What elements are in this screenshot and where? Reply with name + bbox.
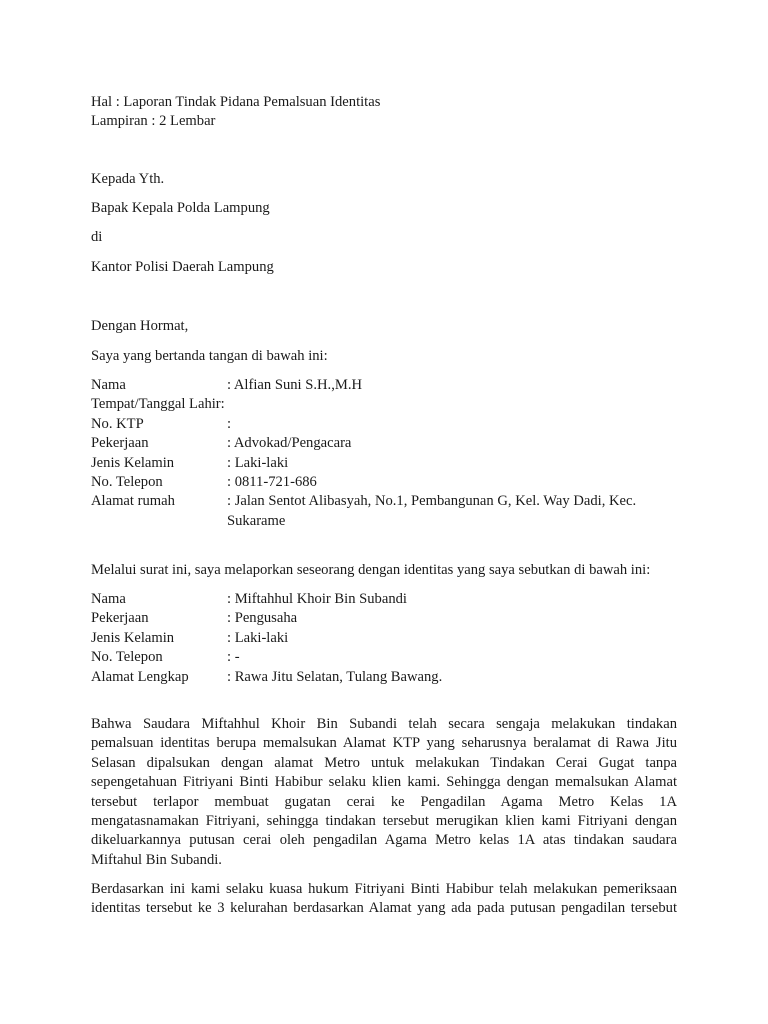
- suspect-row: [91, 629, 677, 648]
- recipient-line-2: Bapak Kepala Polda Lampung: [91, 200, 270, 216]
- field-label: Tempat/Tanggal Lahir:: [91, 396, 225, 413]
- body-paragraph-2: [91, 880, 677, 919]
- field-label: Nama: [91, 591, 126, 607]
- salutation-wrap: [91, 317, 677, 336]
- suspect-row: [91, 609, 677, 628]
- salutation: Dengan Hormat,: [91, 318, 189, 334]
- report-intro-text: Melalui surat ini, saya melaporkan seseorang dengan identitas yang saya sebutkan di bawah ini:: [91, 562, 651, 578]
- field-label: Jenis Kelamin: [91, 629, 175, 646]
- report-intro-wrap: [91, 561, 677, 580]
- reporter-row: [91, 434, 677, 453]
- paragraph-line: Miftahul Bin Subandi.: [91, 851, 222, 868]
- field-label: Nama: [91, 377, 126, 393]
- letter-header: [91, 93, 677, 132]
- paragraph-line: pemalsuan identitas berupa memalsukan Alamat KTP yang seharusnya beralamat di Rawa Jitu: [91, 735, 677, 752]
- paragraph-line: tersebut terlapor membuat gugatan cerai ke Pengadilan Agama Metro Kelas 1A: [91, 793, 677, 810]
- recipient-line-4-wrap: [91, 258, 677, 277]
- reporter-row: [91, 415, 677, 434]
- field-value: :: [227, 415, 232, 432]
- paragraph-line: sepengetahuan Fitriyani Binti Habibur selaku klien kami. Sehingga dengan memalsukan Alamat: [91, 774, 677, 791]
- paragraph-line: mengatasnamakan Fitriyani, sehingga tindakan tersebut merugikan klien kami Fitriyani dengan: [91, 813, 677, 830]
- field-value: : Alfian Suni S.H.,M.H: [227, 377, 363, 393]
- field-value: : Miftahhul Khoir Bin Subandi: [227, 591, 407, 607]
- recipient-line-4: Kantor Polisi Daerah Lampung: [91, 259, 274, 275]
- field-label: No. Telepon: [91, 474, 163, 491]
- intro-wrap: [91, 347, 677, 366]
- field-value: : -: [227, 649, 240, 666]
- field-value: [227, 395, 677, 414]
- paragraph-line: Bahwa Saudara Miftahhul Khoir Bin Subandi telah secara sengaja melakukan tindakan: [91, 716, 677, 732]
- subject-line: Hal : Laporan Tindak Pidana Pemalsuan Identitas: [91, 94, 381, 110]
- field-value: : Advokad/Pengacara: [227, 435, 352, 452]
- address-line-1: : Jalan Sentot Alibasyah, No.1, Pembangunan G, Kel. Way Dadi, Kec.: [227, 493, 637, 510]
- recipient-line-3-wrap: [91, 228, 677, 247]
- paragraph-line: Berdasarkan ini kami selaku kuasa hukum Fitriyani Binti Habibur telah melakukan pemeriksaan: [91, 881, 677, 897]
- paragraph-line: Selasan dipalsukan dengan alamat Metro untuk melakukan Tindakan Cerai Gugat tanpa: [91, 754, 677, 771]
- address-line-2: Sukarame: [227, 512, 286, 529]
- recipient-line-3: di: [91, 229, 103, 245]
- reporter-row: [91, 395, 677, 414]
- reporter-details: [91, 376, 677, 531]
- field-value: [227, 492, 677, 531]
- reporter-row: [91, 376, 677, 395]
- suspect-row: [91, 590, 677, 609]
- attachment-line: Lampiran : 2 Lembar: [91, 113, 216, 130]
- suspect-details: [91, 590, 677, 687]
- field-label: Pekerjaan: [91, 435, 149, 452]
- field-label: Alamat Lengkap: [91, 668, 189, 685]
- intro-text: Saya yang bertanda tangan di bawah ini:: [91, 348, 328, 364]
- field-label: No. Telepon: [91, 649, 163, 666]
- field-value: : Rawa Jitu Selatan, Tulang Bawang.: [227, 668, 443, 685]
- field-value: : 0811-721-686: [227, 474, 317, 491]
- paragraph-line: identitas tersebut ke 3 kelurahan berdasarkan Alamat yang ada pada putusan pengadilan tersebut: [91, 900, 677, 917]
- field-label: Pekerjaan: [91, 610, 149, 627]
- field-value: : Laki-laki: [227, 454, 289, 471]
- recipient-line-1: Kepada Yth.: [91, 171, 165, 187]
- suspect-row: [91, 648, 677, 667]
- reporter-row: [91, 492, 677, 531]
- body-paragraph-1: [91, 715, 677, 870]
- field-value: : Pengusaha: [227, 610, 298, 627]
- paragraph-line: dikeluarkannya putusan cerai oleh pengadilan Agama Metro kelas 1A atas tindakan saudara: [91, 832, 677, 849]
- field-label: Alamat rumah: [91, 493, 175, 510]
- recipient-block: [91, 170, 677, 189]
- reporter-row: [91, 473, 677, 492]
- suspect-row: [91, 668, 677, 687]
- field-label: No. KTP: [91, 415, 144, 432]
- field-label: Jenis Kelamin: [91, 454, 175, 471]
- field-value: : Laki-laki: [227, 629, 289, 646]
- recipient-line-2-wrap: [91, 199, 677, 218]
- reporter-row: [91, 454, 677, 473]
